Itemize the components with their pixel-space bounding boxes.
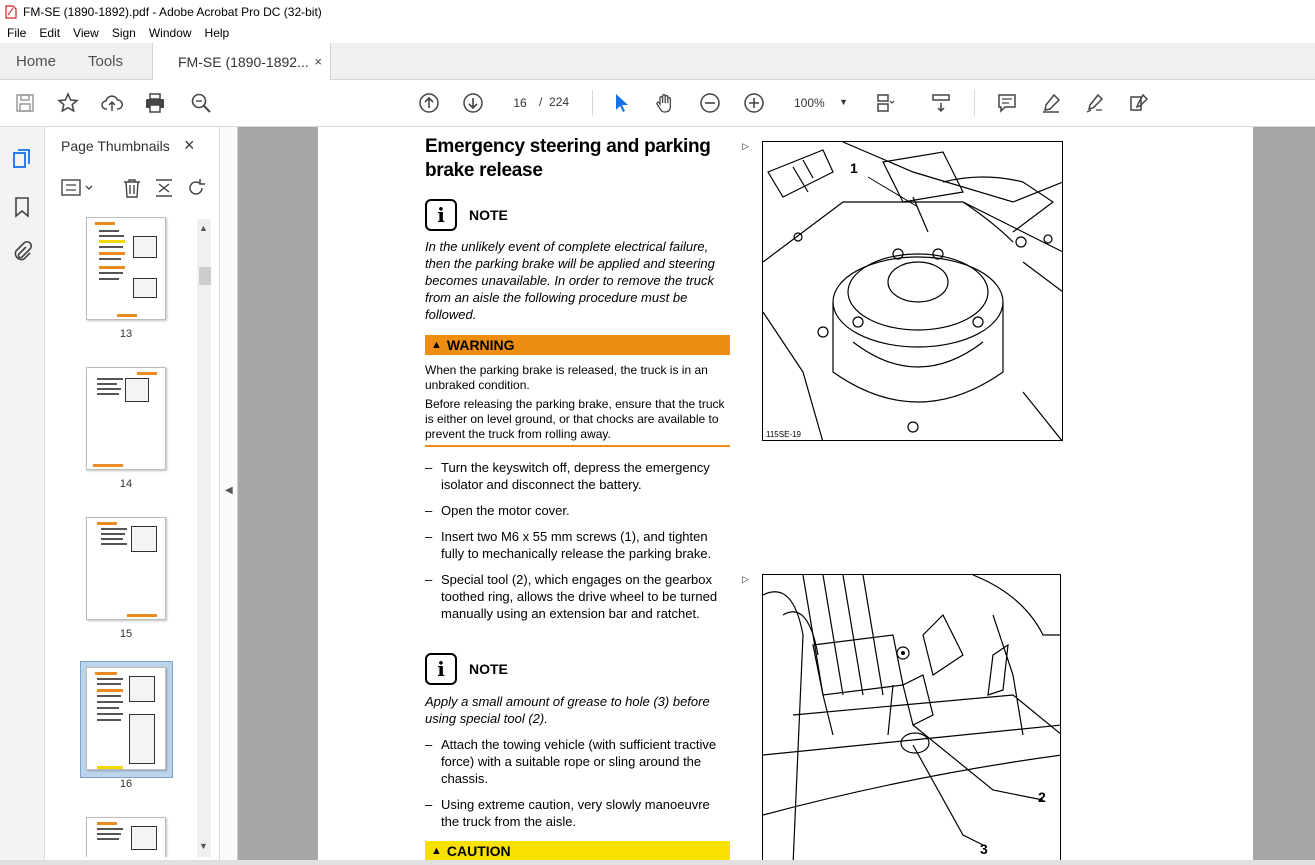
zoom-dropdown[interactable] xyxy=(786,92,852,114)
tab-tools[interactable]: Tools xyxy=(88,53,124,70)
page-heading: Emergency steering and parking brake release xyxy=(425,136,711,181)
zoom-in-icon[interactable] xyxy=(741,90,767,116)
menu-view[interactable]: View xyxy=(73,26,99,40)
document-view xyxy=(238,127,1315,860)
warning-banner xyxy=(425,335,730,355)
figure-code: 115SE-19 xyxy=(766,430,801,439)
hand-tool-icon[interactable] xyxy=(652,90,678,116)
warning-divider xyxy=(425,445,730,447)
extract-pages-icon[interactable] xyxy=(153,177,175,199)
draw-sign-icon[interactable] xyxy=(1082,90,1108,116)
figure-special-tool xyxy=(762,574,1061,860)
thumbnail-label-16: 16 xyxy=(119,778,133,790)
scrollbar-thumb[interactable] xyxy=(199,267,211,285)
thumbnail-page-16[interactable] xyxy=(86,667,166,770)
pdf-page xyxy=(318,127,1253,860)
rotate-icon[interactable] xyxy=(185,177,207,199)
title-bar xyxy=(0,0,1315,23)
caution-label: CAUTION xyxy=(446,843,511,859)
thumbnail-label-13: 13 xyxy=(119,328,133,340)
scroll-down-icon[interactable]: ▼ xyxy=(199,841,208,851)
window-title: FM-SE (1890-1892).pdf - Adobe Acrobat Pro DC (32-bit) xyxy=(23,4,322,19)
search-zoom-icon[interactable] xyxy=(188,90,214,116)
scroll-up-icon[interactable]: ▲ xyxy=(199,223,208,233)
menu-file[interactable]: File xyxy=(7,26,27,40)
note-label: NOTE xyxy=(469,661,508,677)
previous-page-icon[interactable] xyxy=(416,90,442,116)
page-separator: / xyxy=(539,95,543,109)
figure-illustration xyxy=(763,142,1063,441)
thumbnail-page-15[interactable] xyxy=(86,517,166,620)
zoom-value: 100% xyxy=(794,96,825,110)
toolbar-divider xyxy=(974,90,975,116)
step-item: – Turn the keyswitch off, depress the emergency isolator and disconnect the battery. xyxy=(425,460,710,492)
highlight-pen-icon[interactable] xyxy=(1038,90,1064,116)
acrobat-icon xyxy=(5,5,17,19)
warning-triangle-icon: ▲ xyxy=(431,845,442,857)
thumbnail-list xyxy=(45,217,203,857)
thumbnail-label-15: 15 xyxy=(119,628,133,640)
step-item: – Open the motor cover. xyxy=(425,503,570,518)
tabs-row xyxy=(0,43,1315,80)
note-box xyxy=(425,653,508,685)
tab-document-label: FM-SE (1890-1892... xyxy=(178,54,309,70)
scroll-mode-icon[interactable] xyxy=(928,90,954,116)
close-tab-icon[interactable]: × xyxy=(314,54,322,69)
page-fit-icon[interactable] xyxy=(872,90,898,116)
total-pages: 224 xyxy=(549,95,570,109)
info-icon: i xyxy=(425,653,457,685)
tab-home[interactable]: Home xyxy=(16,53,57,70)
toolbar xyxy=(0,80,1315,127)
close-panel-icon[interactable]: × xyxy=(184,135,195,155)
figure-marker-icon: ▷ xyxy=(742,574,749,584)
warning-triangle-icon: ▲ xyxy=(431,339,442,351)
note-box xyxy=(425,199,508,231)
page-number-input[interactable]: 16 xyxy=(513,96,527,110)
thumbnail-tools xyxy=(45,173,220,203)
warning-label: WARNING xyxy=(446,337,515,353)
attachment-icon[interactable] xyxy=(10,240,34,264)
menu-sign[interactable]: Sign xyxy=(111,26,136,40)
toolbar-divider xyxy=(592,90,593,116)
chevron-left-icon[interactable]: ◀ xyxy=(225,485,233,496)
edit-pdf-icon[interactable] xyxy=(1126,90,1152,116)
options-menu-icon[interactable] xyxy=(61,177,95,199)
bookmark-icon[interactable] xyxy=(10,195,34,219)
select-cursor-icon[interactable] xyxy=(608,90,634,116)
delete-trash-icon[interactable] xyxy=(121,177,143,199)
warning-text-1: When the parking brake is released, the truck is in an unbraked condition. xyxy=(425,363,708,392)
menu-window[interactable]: Window xyxy=(148,26,192,40)
figure-callout-3: 3 xyxy=(980,841,988,857)
page-thumbnails-icon[interactable] xyxy=(10,147,34,171)
comment-icon[interactable] xyxy=(994,90,1020,116)
panel-collapse-handle[interactable] xyxy=(221,127,238,860)
next-page-icon[interactable] xyxy=(460,90,486,116)
step-item: – Insert two M6 x 55 mm screws (1), and tighten fully to mechanically release the parking brake. xyxy=(425,529,712,561)
figure-brake-release xyxy=(762,141,1063,441)
thumbnail-label-14: 14 xyxy=(119,478,133,490)
figure-callout-2: 2 xyxy=(1038,789,1046,805)
left-rail xyxy=(0,127,45,865)
info-icon: i xyxy=(425,199,457,231)
print-icon[interactable] xyxy=(142,90,168,116)
menu-edit[interactable]: Edit xyxy=(39,26,61,40)
note-label: NOTE xyxy=(469,207,508,223)
step-item: – Special tool (2), which engages on the gearbox toothed ring, allows the drive wheel to be turned manually using an extension bar and ratchet. xyxy=(425,572,718,621)
status-strip xyxy=(0,860,1315,865)
note-text: Apply a small amount of grease to hole (3) before using special tool (2). xyxy=(425,694,710,726)
page-count xyxy=(539,95,569,109)
figure-callout-1: 1 xyxy=(850,160,858,176)
bookmark-star-icon[interactable] xyxy=(55,90,81,116)
step-item: – Attach the towing vehicle (with sufficient tractive force) with a suitable rope or sling around the chassis. xyxy=(425,737,717,786)
thumbnail-page-13[interactable] xyxy=(86,217,166,320)
figure-illustration xyxy=(763,575,1061,860)
caution-banner xyxy=(425,841,730,860)
zoom-out-icon[interactable] xyxy=(697,90,723,116)
figure-marker-icon: ▷ xyxy=(742,141,749,151)
menu-help[interactable]: Help xyxy=(204,26,230,40)
upload-cloud-icon[interactable] xyxy=(99,90,125,116)
save-icon[interactable] xyxy=(12,90,38,116)
warning-text-2: Before releasing the parking brake, ensure that the truck is either on level ground, or that chocks are available to prevent the truck from rolling away. xyxy=(425,397,725,441)
thumbnail-panel xyxy=(45,127,220,860)
chevron-down-icon: ▼ xyxy=(839,97,848,107)
step-item: – Using extreme caution, very slowly manoeuvre the truck from the aisle. xyxy=(425,797,710,829)
note-text: In the unlikely event of complete electrical failure, then the parking brake will be applied and steering becomes unavailable. In order to remove the truck from an aisle the following procedure must be followed. xyxy=(425,239,715,322)
thumbnail-page-14[interactable] xyxy=(86,367,166,470)
menu-bar xyxy=(0,23,1315,43)
thumbnail-scrollbar[interactable] xyxy=(197,219,211,857)
thumbnail-panel-title: Page Thumbnails xyxy=(61,138,170,154)
tab-document[interactable] xyxy=(152,43,331,81)
thumbnail-page-17[interactable] xyxy=(86,817,166,857)
